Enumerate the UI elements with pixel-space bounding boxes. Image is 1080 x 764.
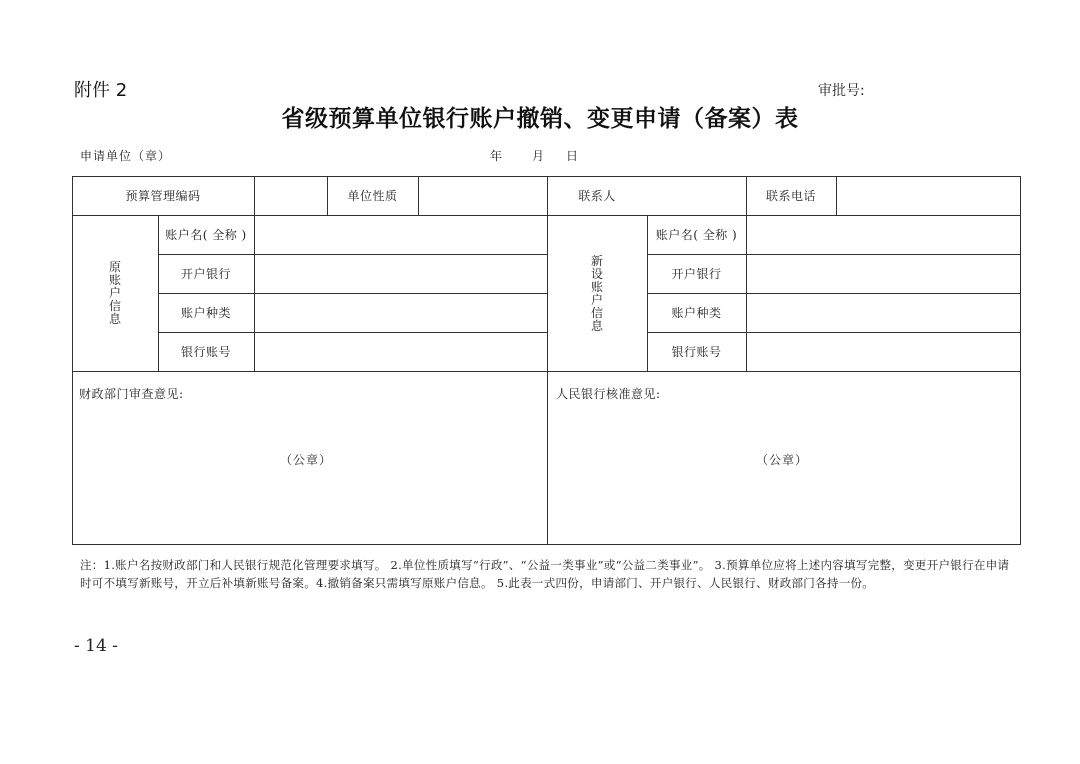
new-account-section-label: 新设账户信息: [590, 254, 603, 333]
phone-label: 联系电话: [765, 189, 816, 203]
original-bank-label: 开户银行: [180, 267, 231, 281]
applicant-unit-label: 申请单位（章）: [80, 149, 172, 163]
new-account-name-label: 账户名( 全称 ): [655, 228, 738, 242]
new-account-name-field[interactable]: [747, 216, 1020, 254]
new-account-type-label: 账户种类: [671, 306, 722, 320]
date-month: 月: [532, 149, 545, 163]
original-account-type-label: 账户种类: [180, 306, 231, 320]
date-day: 日: [566, 149, 579, 163]
center-divider: [547, 176, 548, 545]
form-notes: 注：1.账户名按财政部门和人民银行规范化管理要求填写。 2.单位性质填写“行政”、“公益一类事业”或“公益二类事业”。 3.预算单位应将上述内容填写完整，变更开户银行在申请时可不填写新账号，开立后补填新账号备案。4.撤销备案只需填写原账户信息。 5.此表一式四份，申请部门、开户银行、人民银行、财政部门各持一份。: [80, 558, 1010, 590]
pboc-opinion-label: 人民银行核准意见:: [556, 387, 661, 401]
new-account-number-label: 银行账号: [671, 345, 722, 359]
contact-field[interactable]: [648, 177, 746, 215]
table-border-left: [72, 176, 73, 545]
date-line: [490, 147, 578, 164]
original-bank-field[interactable]: [255, 255, 547, 293]
pboc-seal-label: （公章）: [756, 453, 809, 467]
original-account-number-field[interactable]: [255, 333, 547, 371]
original-account-type-field[interactable]: [255, 294, 547, 332]
attachment-label: 附件 2: [74, 80, 128, 101]
original-account-section-label: 原账户信息: [108, 260, 121, 326]
page-number: - 14 -: [74, 636, 118, 656]
new-account-number-field[interactable]: [747, 333, 1020, 371]
new-bank-field[interactable]: [747, 255, 1020, 293]
original-account-name-field[interactable]: [255, 216, 547, 254]
date-year: 年: [490, 149, 503, 163]
new-account-type-field[interactable]: [747, 294, 1020, 332]
budget-code-label: 预算管理编码: [125, 189, 201, 203]
finance-seal-label: （公章）: [280, 453, 333, 467]
original-account-number-label: 银行账号: [180, 345, 231, 359]
phone-field[interactable]: [837, 177, 1020, 215]
budget-code-field[interactable]: [255, 177, 327, 215]
approval-number-label: 审批号:: [818, 83, 865, 99]
form-table: [72, 176, 1021, 545]
finance-opinion-label: 财政部门审查意见:: [79, 387, 184, 401]
unit-nature-label: 单位性质: [347, 189, 398, 203]
contact-label: 联系人: [578, 189, 616, 203]
original-account-name-label: 账户名( 全称 ): [165, 228, 247, 242]
table-border-right: [1020, 176, 1021, 545]
form-title: 省级预算单位银行账户撤销、变更申请（备案）表: [281, 105, 799, 132]
unit-nature-field[interactable]: [419, 177, 547, 215]
new-bank-label: 开户银行: [671, 267, 722, 281]
